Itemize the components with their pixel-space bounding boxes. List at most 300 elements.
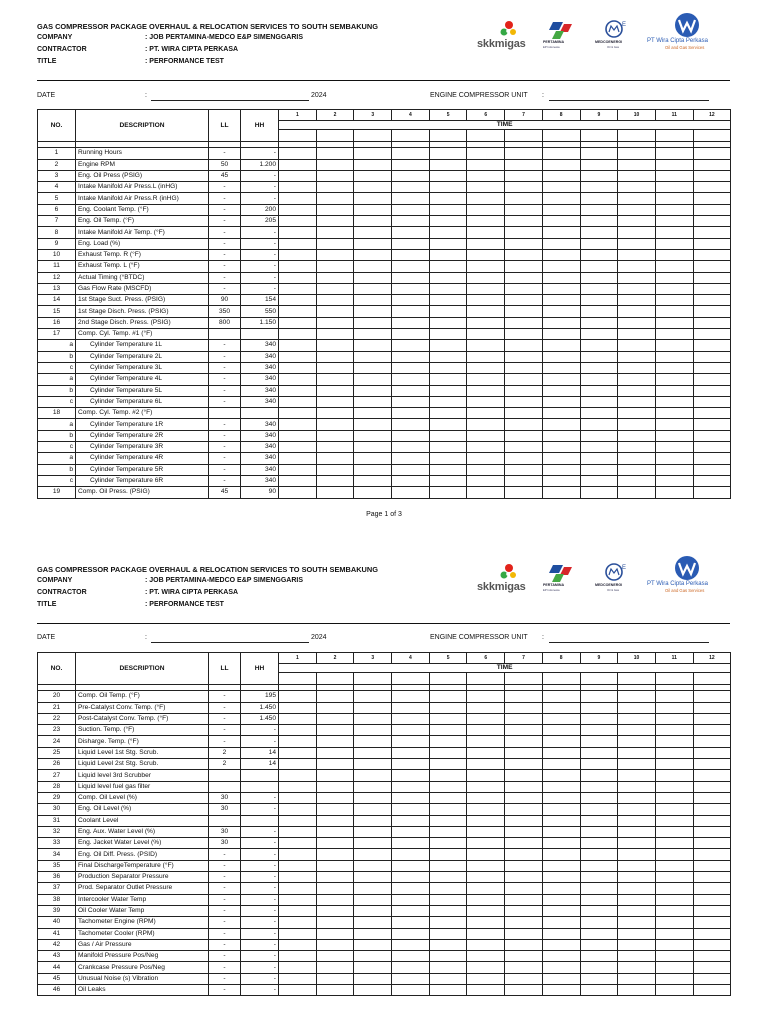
time-entry-cell[interactable]: [467, 130, 505, 142]
reading-cell[interactable]: [354, 713, 392, 724]
reading-cell[interactable]: [618, 464, 656, 475]
reading-cell[interactable]: [467, 860, 505, 871]
reading-cell[interactable]: [467, 894, 505, 905]
reading-cell[interactable]: [392, 193, 430, 204]
reading-cell[interactable]: [580, 939, 618, 950]
reading-cell[interactable]: [580, 725, 618, 736]
reading-cell[interactable]: [316, 849, 354, 860]
reading-cell[interactable]: [655, 894, 693, 905]
reading-cell[interactable]: [580, 917, 618, 928]
reading-cell[interactable]: [467, 962, 505, 973]
reading-cell[interactable]: [316, 826, 354, 837]
reading-cell[interactable]: [693, 962, 731, 973]
reading-cell[interactable]: [279, 475, 317, 486]
reading-cell[interactable]: [316, 713, 354, 724]
reading-cell[interactable]: [467, 691, 505, 702]
reading-cell[interactable]: [467, 883, 505, 894]
time-entry-cell[interactable]: [542, 130, 580, 142]
reading-cell[interactable]: [693, 170, 731, 181]
reading-cell[interactable]: [467, 430, 505, 441]
time-entry-cell[interactable]: [693, 130, 731, 142]
reading-cell[interactable]: [392, 804, 430, 815]
reading-cell[interactable]: [429, 804, 467, 815]
reading-cell[interactable]: [693, 283, 731, 294]
reading-cell[interactable]: [580, 464, 618, 475]
reading-cell[interactable]: [693, 872, 731, 883]
reading-cell[interactable]: [505, 804, 543, 815]
reading-cell[interactable]: [354, 691, 392, 702]
reading-cell[interactable]: [429, 702, 467, 713]
reading-cell[interactable]: [429, 317, 467, 328]
reading-cell[interactable]: [542, 860, 580, 871]
reading-cell[interactable]: [279, 939, 317, 950]
reading-cell[interactable]: [354, 860, 392, 871]
reading-cell[interactable]: [505, 419, 543, 430]
reading-cell[interactable]: [429, 329, 467, 340]
reading-cell[interactable]: [655, 487, 693, 498]
reading-cell[interactable]: [618, 419, 656, 430]
reading-cell[interactable]: [693, 216, 731, 227]
reading-cell[interactable]: [693, 182, 731, 193]
reading-cell[interactable]: [505, 272, 543, 283]
reading-cell[interactable]: [542, 917, 580, 928]
reading-cell[interactable]: [467, 747, 505, 758]
time-entry-cell[interactable]: [279, 130, 317, 142]
reading-cell[interactable]: [505, 872, 543, 883]
reading-cell[interactable]: [693, 329, 731, 340]
reading-cell[interactable]: [542, 170, 580, 181]
reading-cell[interactable]: [693, 148, 731, 159]
reading-cell[interactable]: [316, 905, 354, 916]
reading-cell[interactable]: [505, 295, 543, 306]
reading-cell[interactable]: [542, 951, 580, 962]
reading-cell[interactable]: [618, 781, 656, 792]
reading-cell[interactable]: [505, 216, 543, 227]
reading-cell[interactable]: [505, 193, 543, 204]
reading-cell[interactable]: [580, 238, 618, 249]
reading-cell[interactable]: [392, 747, 430, 758]
reading-cell[interactable]: [354, 317, 392, 328]
reading-cell[interactable]: [392, 249, 430, 260]
reading-cell[interactable]: [316, 973, 354, 984]
reading-cell[interactable]: [429, 442, 467, 453]
reading-cell[interactable]: [429, 408, 467, 419]
reading-cell[interactable]: [542, 928, 580, 939]
reading-cell[interactable]: [316, 475, 354, 486]
reading-cell[interactable]: [618, 227, 656, 238]
reading-cell[interactable]: [655, 204, 693, 215]
reading-cell[interactable]: [429, 905, 467, 916]
reading-cell[interactable]: [580, 317, 618, 328]
reading-cell[interactable]: [279, 747, 317, 758]
reading-cell[interactable]: [580, 781, 618, 792]
reading-cell[interactable]: [618, 453, 656, 464]
reading-cell[interactable]: [316, 430, 354, 441]
reading-cell[interactable]: [429, 362, 467, 373]
reading-cell[interactable]: [580, 804, 618, 815]
reading-cell[interactable]: [429, 216, 467, 227]
reading-cell[interactable]: [505, 182, 543, 193]
reading-cell[interactable]: [693, 804, 731, 815]
reading-cell[interactable]: [354, 815, 392, 826]
reading-cell[interactable]: [542, 442, 580, 453]
reading-cell[interactable]: [542, 340, 580, 351]
reading-cell[interactable]: [467, 351, 505, 362]
reading-cell[interactable]: [279, 736, 317, 747]
reading-cell[interactable]: [580, 306, 618, 317]
reading-cell[interactable]: [354, 272, 392, 283]
reading-cell[interactable]: [429, 849, 467, 860]
reading-cell[interactable]: [392, 385, 430, 396]
reading-cell[interactable]: [580, 973, 618, 984]
reading-cell[interactable]: [580, 826, 618, 837]
reading-cell[interactable]: [505, 973, 543, 984]
reading-cell[interactable]: [316, 442, 354, 453]
reading-cell[interactable]: [618, 905, 656, 916]
reading-cell[interactable]: [505, 883, 543, 894]
reading-cell[interactable]: [392, 374, 430, 385]
reading-cell[interactable]: [542, 374, 580, 385]
reading-cell[interactable]: [618, 216, 656, 227]
reading-cell[interactable]: [618, 928, 656, 939]
reading-cell[interactable]: [542, 849, 580, 860]
reading-cell[interactable]: [354, 227, 392, 238]
reading-cell[interactable]: [542, 295, 580, 306]
reading-cell[interactable]: [279, 283, 317, 294]
reading-cell[interactable]: [429, 340, 467, 351]
reading-cell[interactable]: [467, 419, 505, 430]
reading-cell[interactable]: [618, 838, 656, 849]
reading-cell[interactable]: [467, 951, 505, 962]
reading-cell[interactable]: [279, 894, 317, 905]
reading-cell[interactable]: [467, 928, 505, 939]
reading-cell[interactable]: [316, 453, 354, 464]
reading-cell[interactable]: [279, 317, 317, 328]
reading-cell[interactable]: [618, 815, 656, 826]
reading-cell[interactable]: [655, 295, 693, 306]
reading-cell[interactable]: [580, 747, 618, 758]
reading-cell[interactable]: [580, 227, 618, 238]
reading-cell[interactable]: [392, 148, 430, 159]
reading-cell[interactable]: [429, 272, 467, 283]
reading-cell[interactable]: [392, 272, 430, 283]
reading-cell[interactable]: [354, 453, 392, 464]
time-entry-cell[interactable]: [429, 130, 467, 142]
reading-cell[interactable]: [279, 804, 317, 815]
reading-cell[interactable]: [429, 759, 467, 770]
reading-cell[interactable]: [354, 487, 392, 498]
reading-cell[interactable]: [467, 838, 505, 849]
reading-cell[interactable]: [618, 849, 656, 860]
reading-cell[interactable]: [580, 249, 618, 260]
reading-cell[interactable]: [505, 170, 543, 181]
reading-cell[interactable]: [429, 747, 467, 758]
reading-cell[interactable]: [618, 170, 656, 181]
reading-cell[interactable]: [279, 193, 317, 204]
reading-cell[interactable]: [542, 985, 580, 996]
reading-cell[interactable]: [316, 170, 354, 181]
reading-cell[interactable]: [542, 408, 580, 419]
reading-cell[interactable]: [429, 351, 467, 362]
reading-cell[interactable]: [392, 238, 430, 249]
reading-cell[interactable]: [354, 770, 392, 781]
reading-cell[interactable]: [655, 973, 693, 984]
reading-cell[interactable]: [279, 962, 317, 973]
reading-cell[interactable]: [392, 295, 430, 306]
reading-cell[interactable]: [618, 860, 656, 871]
reading-cell[interactable]: [392, 329, 430, 340]
reading-cell[interactable]: [467, 272, 505, 283]
reading-cell[interactable]: [655, 227, 693, 238]
reading-cell[interactable]: [580, 374, 618, 385]
reading-cell[interactable]: [316, 883, 354, 894]
reading-cell[interactable]: [655, 792, 693, 803]
reading-cell[interactable]: [354, 159, 392, 170]
reading-cell[interactable]: [429, 781, 467, 792]
reading-cell[interactable]: [580, 159, 618, 170]
reading-cell[interactable]: [392, 792, 430, 803]
reading-cell[interactable]: [316, 781, 354, 792]
reading-cell[interactable]: [618, 804, 656, 815]
reading-cell[interactable]: [542, 204, 580, 215]
reading-cell[interactable]: [542, 770, 580, 781]
reading-cell[interactable]: [279, 170, 317, 181]
reading-cell[interactable]: [580, 362, 618, 373]
reading-cell[interactable]: [279, 408, 317, 419]
reading-cell[interactable]: [354, 419, 392, 430]
reading-cell[interactable]: [279, 374, 317, 385]
reading-cell[interactable]: [279, 770, 317, 781]
reading-cell[interactable]: [505, 396, 543, 407]
time-entry-cell[interactable]: [392, 673, 430, 685]
reading-cell[interactable]: [655, 317, 693, 328]
reading-cell[interactable]: [279, 238, 317, 249]
reading-cell[interactable]: [392, 815, 430, 826]
reading-cell[interactable]: [693, 475, 731, 486]
reading-cell[interactable]: [655, 838, 693, 849]
reading-cell[interactable]: [618, 362, 656, 373]
reading-cell[interactable]: [693, 928, 731, 939]
reading-cell[interactable]: [505, 894, 543, 905]
reading-cell[interactable]: [467, 826, 505, 837]
reading-cell[interactable]: [429, 894, 467, 905]
reading-cell[interactable]: [693, 759, 731, 770]
reading-cell[interactable]: [354, 306, 392, 317]
reading-cell[interactable]: [693, 917, 731, 928]
reading-cell[interactable]: [279, 872, 317, 883]
reading-cell[interactable]: [354, 781, 392, 792]
reading-cell[interactable]: [392, 770, 430, 781]
reading-cell[interactable]: [354, 340, 392, 351]
reading-cell[interactable]: [316, 872, 354, 883]
reading-cell[interactable]: [693, 238, 731, 249]
reading-cell[interactable]: [316, 691, 354, 702]
reading-cell[interactable]: [505, 306, 543, 317]
reading-cell[interactable]: [655, 826, 693, 837]
reading-cell[interactable]: [693, 487, 731, 498]
reading-cell[interactable]: [505, 759, 543, 770]
reading-cell[interactable]: [279, 329, 317, 340]
reading-cell[interactable]: [693, 227, 731, 238]
reading-cell[interactable]: [580, 295, 618, 306]
reading-cell[interactable]: [316, 928, 354, 939]
reading-cell[interactable]: [429, 464, 467, 475]
reading-cell[interactable]: [542, 453, 580, 464]
reading-cell[interactable]: [316, 329, 354, 340]
reading-cell[interactable]: [316, 317, 354, 328]
reading-cell[interactable]: [580, 283, 618, 294]
reading-cell[interactable]: [580, 272, 618, 283]
reading-cell[interactable]: [505, 917, 543, 928]
reading-cell[interactable]: [429, 826, 467, 837]
time-entry-cell[interactable]: [505, 673, 543, 685]
reading-cell[interactable]: [354, 702, 392, 713]
reading-cell[interactable]: [580, 453, 618, 464]
reading-cell[interactable]: [655, 272, 693, 283]
reading-cell[interactable]: [505, 249, 543, 260]
reading-cell[interactable]: [279, 159, 317, 170]
reading-cell[interactable]: [354, 792, 392, 803]
reading-cell[interactable]: [429, 939, 467, 950]
reading-cell[interactable]: [542, 306, 580, 317]
reading-cell[interactable]: [505, 430, 543, 441]
reading-cell[interactable]: [279, 306, 317, 317]
reading-cell[interactable]: [429, 159, 467, 170]
reading-cell[interactable]: [542, 182, 580, 193]
reading-cell[interactable]: [392, 849, 430, 860]
reading-cell[interactable]: [618, 148, 656, 159]
reading-cell[interactable]: [693, 351, 731, 362]
reading-cell[interactable]: [655, 781, 693, 792]
reading-cell[interactable]: [618, 261, 656, 272]
reading-cell[interactable]: [580, 396, 618, 407]
reading-cell[interactable]: [580, 860, 618, 871]
reading-cell[interactable]: [505, 238, 543, 249]
reading-cell[interactable]: [316, 340, 354, 351]
reading-cell[interactable]: [279, 973, 317, 984]
reading-cell[interactable]: [392, 725, 430, 736]
time-entry-cell[interactable]: [354, 130, 392, 142]
reading-cell[interactable]: [467, 261, 505, 272]
reading-cell[interactable]: [655, 770, 693, 781]
reading-cell[interactable]: [429, 238, 467, 249]
reading-cell[interactable]: [542, 329, 580, 340]
reading-cell[interactable]: [316, 962, 354, 973]
reading-cell[interactable]: [505, 713, 543, 724]
reading-cell[interactable]: [429, 170, 467, 181]
reading-cell[interactable]: [655, 374, 693, 385]
reading-cell[interactable]: [542, 781, 580, 792]
reading-cell[interactable]: [392, 691, 430, 702]
reading-cell[interactable]: [655, 702, 693, 713]
reading-cell[interactable]: [505, 928, 543, 939]
reading-cell[interactable]: [279, 261, 317, 272]
reading-cell[interactable]: [542, 362, 580, 373]
reading-cell[interactable]: [618, 340, 656, 351]
reading-cell[interactable]: [580, 204, 618, 215]
reading-cell[interactable]: [429, 860, 467, 871]
reading-cell[interactable]: [316, 747, 354, 758]
reading-cell[interactable]: [655, 475, 693, 486]
reading-cell[interactable]: [580, 340, 618, 351]
reading-cell[interactable]: [429, 928, 467, 939]
reading-cell[interactable]: [467, 713, 505, 724]
reading-cell[interactable]: [279, 713, 317, 724]
reading-cell[interactable]: [618, 385, 656, 396]
reading-cell[interactable]: [618, 713, 656, 724]
reading-cell[interactable]: [693, 939, 731, 950]
reading-cell[interactable]: [542, 317, 580, 328]
reading-cell[interactable]: [655, 182, 693, 193]
reading-cell[interactable]: [279, 691, 317, 702]
reading-cell[interactable]: [505, 736, 543, 747]
reading-cell[interactable]: [354, 826, 392, 837]
reading-cell[interactable]: [580, 329, 618, 340]
reading-cell[interactable]: [580, 430, 618, 441]
reading-cell[interactable]: [655, 713, 693, 724]
reading-cell[interactable]: [505, 691, 543, 702]
reading-cell[interactable]: [505, 849, 543, 860]
reading-cell[interactable]: [392, 464, 430, 475]
reading-cell[interactable]: [693, 430, 731, 441]
reading-cell[interactable]: [505, 951, 543, 962]
reading-cell[interactable]: [693, 362, 731, 373]
reading-cell[interactable]: [354, 759, 392, 770]
reading-cell[interactable]: [279, 419, 317, 430]
reading-cell[interactable]: [429, 815, 467, 826]
reading-cell[interactable]: [354, 430, 392, 441]
reading-cell[interactable]: [467, 725, 505, 736]
reading-cell[interactable]: [542, 792, 580, 803]
reading-cell[interactable]: [392, 487, 430, 498]
reading-cell[interactable]: [467, 804, 505, 815]
reading-cell[interactable]: [618, 487, 656, 498]
reading-cell[interactable]: [354, 939, 392, 950]
reading-cell[interactable]: [467, 182, 505, 193]
reading-cell[interactable]: [429, 148, 467, 159]
reading-cell[interactable]: [618, 951, 656, 962]
reading-cell[interactable]: [392, 306, 430, 317]
reading-cell[interactable]: [542, 939, 580, 950]
reading-cell[interactable]: [542, 419, 580, 430]
reading-cell[interactable]: [542, 261, 580, 272]
reading-cell[interactable]: [392, 419, 430, 430]
reading-cell[interactable]: [618, 962, 656, 973]
reading-cell[interactable]: [580, 475, 618, 486]
reading-cell[interactable]: [467, 849, 505, 860]
reading-cell[interactable]: [429, 453, 467, 464]
reading-cell[interactable]: [467, 227, 505, 238]
reading-cell[interactable]: [542, 725, 580, 736]
reading-cell[interactable]: [392, 475, 430, 486]
reading-cell[interactable]: [429, 951, 467, 962]
reading-cell[interactable]: [580, 815, 618, 826]
reading-cell[interactable]: [655, 351, 693, 362]
reading-cell[interactable]: [693, 985, 731, 996]
reading-cell[interactable]: [580, 487, 618, 498]
reading-cell[interactable]: [693, 951, 731, 962]
reading-cell[interactable]: [618, 917, 656, 928]
reading-cell[interactable]: [693, 306, 731, 317]
reading-cell[interactable]: [392, 894, 430, 905]
reading-cell[interactable]: [542, 905, 580, 916]
reading-cell[interactable]: [505, 770, 543, 781]
reading-cell[interactable]: [618, 691, 656, 702]
reading-cell[interactable]: [467, 148, 505, 159]
reading-cell[interactable]: [693, 815, 731, 826]
reading-cell[interactable]: [392, 317, 430, 328]
time-entry-cell[interactable]: [316, 130, 354, 142]
